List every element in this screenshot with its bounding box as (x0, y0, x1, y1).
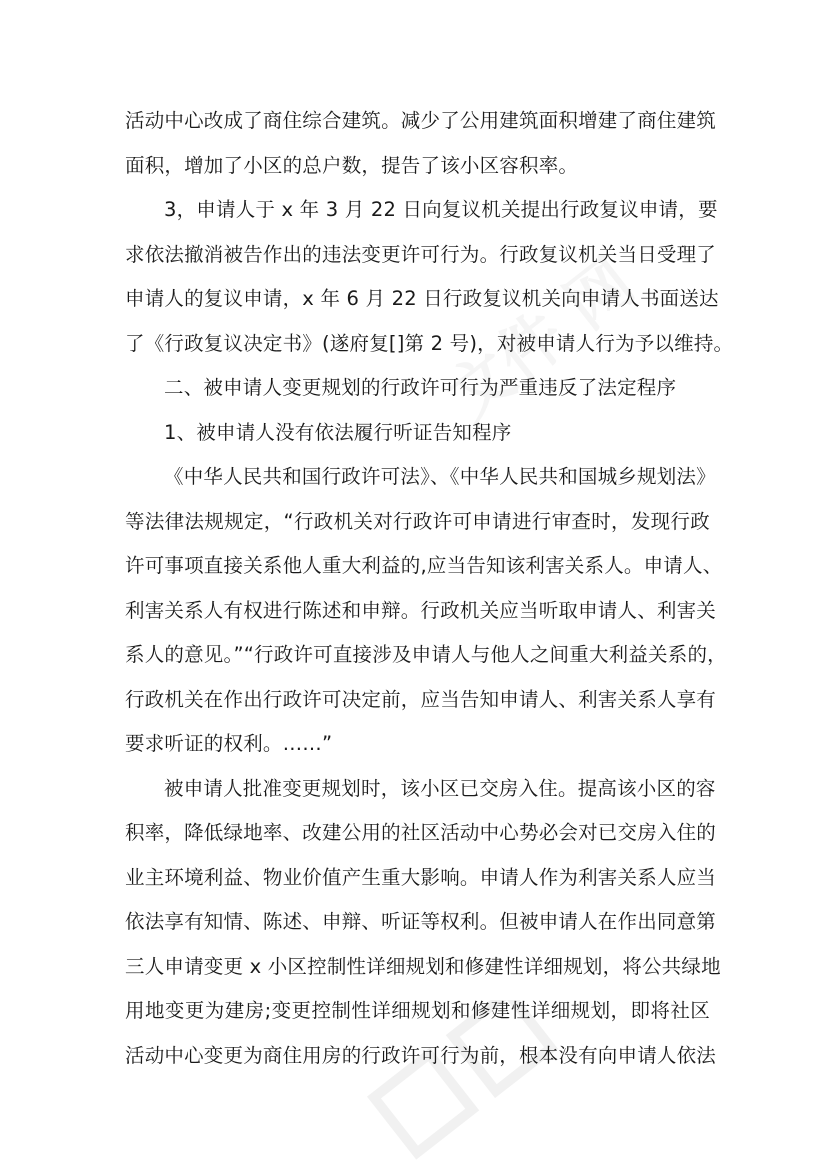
text-line: 积率，降低绿地率、改建公用的社区活动中心势必会对已交房入住的 (125, 821, 717, 844)
text-line: 面积，增加了小区的总户数，提告了该小区容积率。 (125, 153, 579, 177)
document-body (125, 99, 734, 1078)
text-line: 依法享有知情、陈述、申辩、听证等权利。但被申请人在作出同意第 (125, 910, 717, 933)
text-line: 被申请人批准变更规划时，该小区已交房入住。提高该小区的容 (164, 776, 716, 800)
text-line: 业主环境利益、物业价值产生重大影响。申请人作为利害关系人应当 (125, 865, 717, 889)
text-line: 利害关系人有权进行陈述和申辩。行政机关应当听取申请人、利害关 (125, 598, 717, 622)
text-line: 活动中心改成了商住综合建筑。减少了公用建筑面积增建了商住建筑 (125, 109, 717, 132)
text-line: 《中华人民共和国行政许可法》、《中华人民共和国城乡规划法》 (164, 465, 716, 488)
text-line: 申请人的复议申请，x 年 6 月 22 日行政复议机关向申请人书面送达 (125, 287, 719, 310)
text-line: 系人的意见。”“行政许可直接涉及申请人与他人之间重大利益关系的， (125, 643, 727, 666)
text-line: 要求听证的权利。……” (125, 732, 333, 755)
text-line: 行政机关在作出行政许可决定前，应当告知申请人、利害关系人享有 (125, 687, 717, 711)
text-line: 用地变更为建房;变更控制性详细规划和修建性详细规划，即将社区 (125, 999, 710, 1022)
text-line: 二、被申请人变更规划的行政许可行为严重违反了法定程序 (164, 376, 677, 399)
text-line: 3，申请人于 x 年 3 月 22 日向复议机关提出行政复议申请，要 (164, 198, 718, 221)
text-line: 许可事项直接关系他人重大利益的,应当告知该利害关系人。申请人、 (125, 554, 723, 577)
text-line: 了《行政复议决定书》(遂府复[]第 2 号)，对被申请人行为予以维持。 (125, 331, 734, 355)
text-line: 1、被申请人没有依法履行听证告知程序 (164, 420, 512, 444)
text-line: 三人申请变更 x 小区控制性详细规划和修建性详细规划，将公共绿地 (125, 954, 721, 978)
text-line: 求依法撤消被告作出的违法变更许可行为。行政复议机关当日受理了 (125, 242, 717, 266)
text-line: 等法律法规规定，“行政机关对行政许可申请进行审查时，发现行政 (125, 509, 710, 533)
text-line: 活动中心变更为商住用房的行政许可行为前，根本没有向申请人依法 (125, 1043, 717, 1067)
